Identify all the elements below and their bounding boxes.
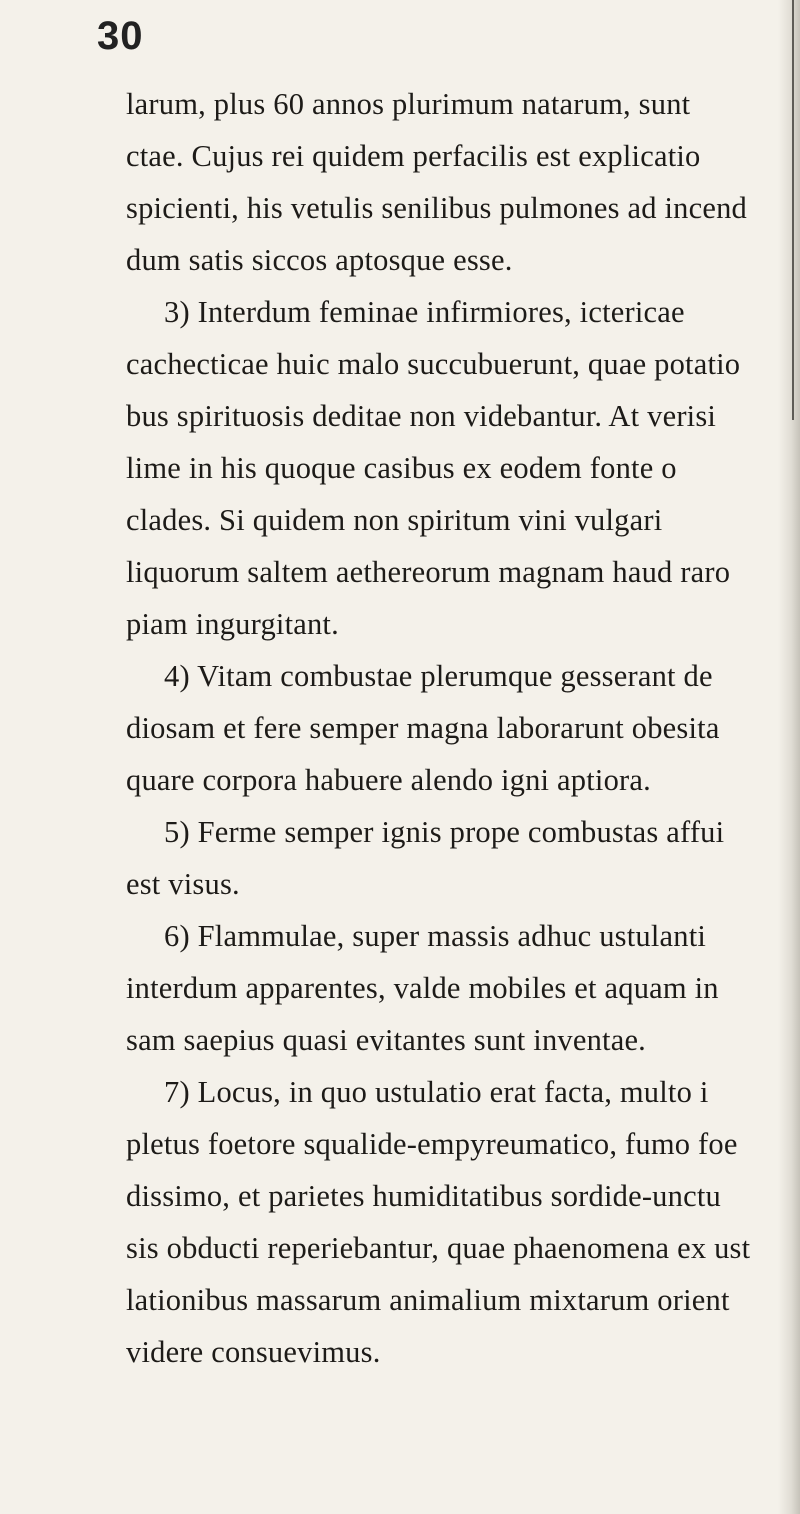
text-line: lime in his quoque casibus ex eodem fonte o (126, 451, 677, 485)
text-line: cachecticae huic malo succubuerunt, quae potatio (126, 347, 741, 381)
page-number: 30 (97, 14, 144, 58)
text-line: 4) Vitam combustae plerumque gesserant de (164, 659, 713, 693)
text-line: sis obducti reperiebantur, quae phaenomena ex ust (126, 1231, 751, 1265)
text-line: sam saepius quasi evitantes sunt inventae. (126, 1023, 647, 1057)
text-line: piam ingurgitant. (126, 607, 339, 641)
text-line: lationibus massarum animalium mixtarum orient (126, 1283, 730, 1317)
text-line: ctae. Cujus rei quidem perfacilis est explicatio (126, 139, 701, 173)
text-line: diosam et fere semper magna laborarunt obesita (126, 711, 720, 745)
text-line: videre consuevimus. (126, 1335, 381, 1369)
text-line: larum, plus 60 annos plurimum natarum, sunt (126, 87, 691, 121)
text-line: 5) Ferme semper ignis prope combustas affui (164, 815, 725, 849)
text-line: interdum apparentes, valde mobiles et aquam in (126, 971, 719, 1005)
text-line: 3) Interdum feminae infirmiores, ictericae (164, 295, 685, 329)
text-line: liquorum saltem aethereorum magnam haud raro (126, 555, 731, 589)
text-line: quare corpora habuere alendo igni aptiora. (126, 763, 651, 797)
text-line: dum satis siccos aptosque esse. (126, 243, 513, 277)
text-line: 7) Locus, in quo ustulatio erat facta, multo i (164, 1075, 709, 1109)
text-line: est visus. (126, 867, 240, 901)
text-line: dissimo, et parietes humiditatibus sordide-unctu (126, 1179, 721, 1213)
text-line: pletus foetore squalide-empyreumatico, fumo foe (126, 1127, 738, 1161)
text-line: bus spirituosis deditae non videbantur. At verisi (126, 399, 717, 433)
text-line: clades. Si quidem non spiritum vini vulgari (126, 503, 663, 537)
text-line: 6) Flammulae, super massis adhuc ustulanti (164, 919, 707, 953)
page-edge-shadow (778, 0, 800, 1514)
text-line: spicienti, his vetulis senilibus pulmones ad incend (126, 191, 747, 225)
page-edge-line (792, 0, 794, 420)
